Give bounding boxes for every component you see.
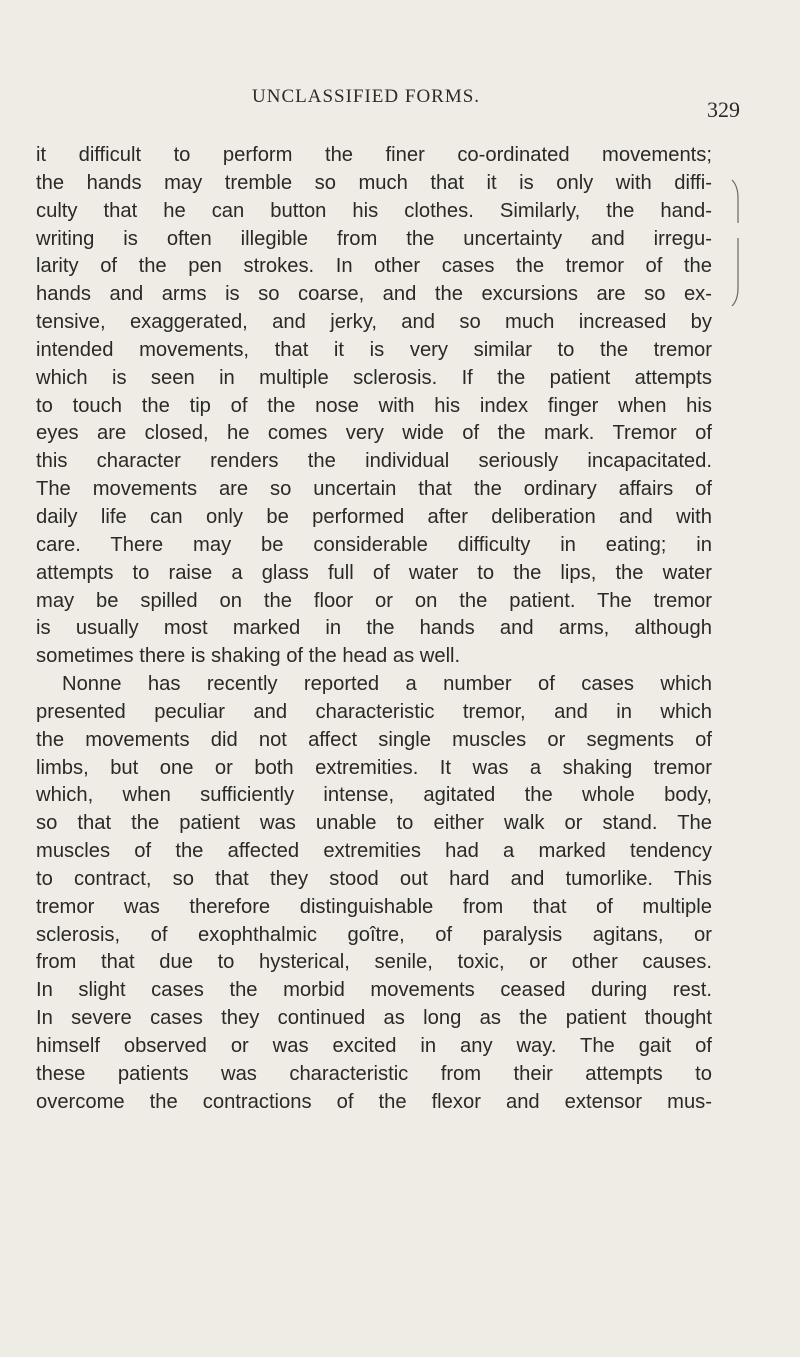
text-line: limbs, but one or both extremities. It was a shaking tremor [36,756,712,779]
text-line: hands and arms is so coarse, and the excursions are so ex- [36,283,712,306]
text-line: muscles of the affected extremities had a marked tendency [36,840,712,863]
text-line: larity of the pen strokes. In other cases the tremor of the [36,255,712,278]
text-line: culty that he can button his clothes. Similarly, the hand- [36,199,712,222]
text-line: tremor was therefore distinguishable from that of multiple [36,895,712,918]
text-line: eyes are closed, he comes very wide of the mark. Tremor of [36,422,712,445]
text-line: the movements did not affect single muscles or segments of [36,728,712,751]
text-line: In slight cases the morbid movements ceased during rest. [36,979,712,1002]
text-line: which, when sufficiently intense, agitated the whole body, [36,784,712,807]
text-line: writing is often illegible from the uncertainty and irregu- [36,227,712,250]
text-line: it difficult to perform the finer co-ordinated movements; [36,144,712,166]
body-text [36,142,712,1117]
text-line: The movements are so uncertain that the ordinary affairs of [36,478,712,501]
text-line: attempts to raise a glass full of water to the lips, the water [36,561,712,584]
text-line: In severe cases they continued as long as the patient thought [36,1007,712,1030]
text-line: to touch the tip of the nose with his index finger when his [36,394,712,417]
text-line: may be spilled on the floor or on the patient. The tremor [36,589,712,612]
text-line: so that the patient was unable to either walk or stand. The [36,812,712,835]
running-head: UNCLASSIFIED FORMS. [252,86,481,107]
text-line-paragraph-start: Nonne has recently reported a number of cases which [62,673,712,696]
text-line: daily life can only be performed after deliberation and with [36,505,712,528]
margin-bracket-mark [730,178,744,308]
text-line: this character renders the individual seriously incapacitated. [36,450,712,473]
text-line: presented peculiar and characteristic tremor, and in which [36,700,712,723]
text-line: care. There may be considerable difficulty in eating; in [36,533,712,556]
text-line: intended movements, that it is very similar to the tremor [36,338,712,361]
text-line: overcome the contractions of the flexor and extensor mus- [36,1090,712,1113]
text-line: tensive, exaggerated, and jerky, and so much increased by [36,311,712,334]
text-line: sclerosis, of exophthalmic goître, of paralysis agitans, or [36,923,712,946]
text-line: to contract, so that they stood out hard and tumorlike. This [36,867,712,890]
text-line: from that due to hysterical, senile, toxic, or other causes. [36,951,712,974]
page-number: 329 [707,97,740,122]
text-line: the hands may tremble so much that it is only with diffi- [36,171,712,194]
text-line: which is seen in multiple sclerosis. If the patient attempts [36,366,712,389]
text-line-paragraph-end: sometimes there is shaking of the head as well. [36,645,461,668]
text-line: these patients was characteristic from their attempts to [36,1062,712,1085]
text-line: himself observed or was excited in any way. The gait of [36,1035,712,1057]
text-line: is usually most marked in the hands and arms, although [36,617,712,640]
